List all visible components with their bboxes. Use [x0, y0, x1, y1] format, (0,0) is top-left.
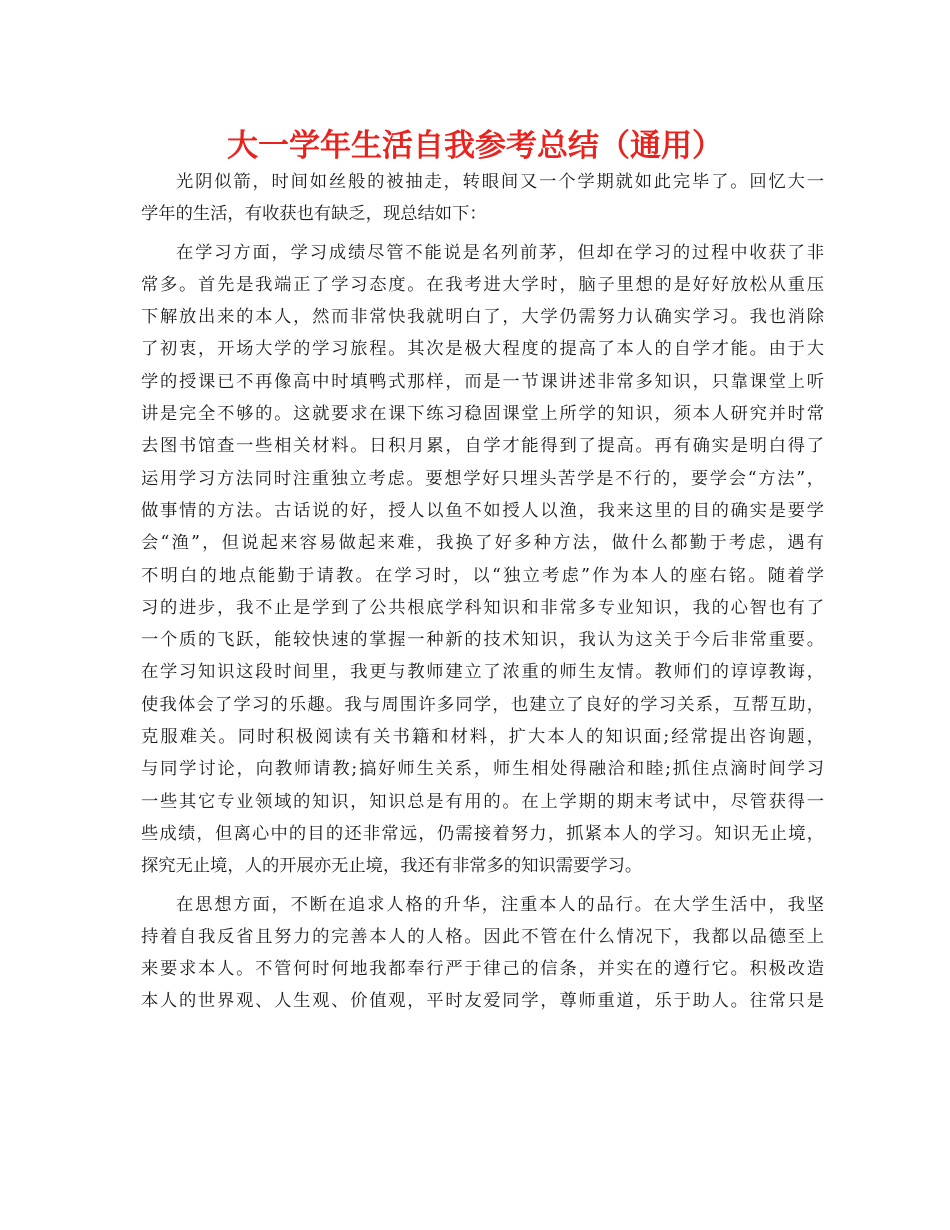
text-line: 一些其它专业领域的知识，知识总是有用的。在上学期的期末考试中，尽管获得一 — [141, 791, 824, 812]
text-line: 学年的生活，有收获也有缺乏，现总结如下： — [141, 204, 487, 225]
text-line: 使我体会了学习的乐趣。我与周围许多同学，也建立了良好的学习关系，互帮互助， — [141, 694, 824, 715]
text-line: 一个质的飞跃，能较快速的掌握一种新的技术知识，我认为这关于今后非常重要。 — [141, 630, 824, 651]
text-line: 来要求本人。不管何时何地我都奉行严于律己的信条，并实在的遵行它。积极改造 — [141, 959, 824, 980]
text-line: 运用学习方法同时注重独立考虑。要想学好只埋头苦学是不行的，要学会“方法”， — [141, 468, 824, 489]
text-line: 本人的世界观、人生观、价值观，平时友爱同学，尊师重道，乐于助人。往常只是 — [141, 991, 824, 1012]
text-line: 在思想方面，不断在追求人格的升华，注重本人的品行。在大学生活中，我坚 — [176, 894, 824, 915]
document-body — [141, 166, 824, 1024]
text-line: 做事情的方法。古话说的好，授人以鱼不如授人以渔，我来这里的目的确实是要学 — [141, 500, 824, 521]
text-line: 在学习知识这段时间里，我更与教师建立了浓重的师生友情。教师们的谆谆教诲， — [141, 662, 824, 683]
paragraph-study — [141, 237, 824, 883]
text-line: 不明白的地点能勤于请教。在学习时，以“独立考虑”作为本人的座右铭。随着学 — [141, 565, 824, 586]
text-line: 与同学讨论，向教师请教;搞好师生关系，师生相处得融洽和睦;抓住点滴时间学习 — [141, 759, 824, 780]
text-line: 克服难关。同时积极阅读有关书籍和材料，扩大本人的知识面;经常提出咨询题， — [141, 727, 824, 748]
text-line: 下解放出来的本人，然而非常快我就明白了，大学仍需努力认确实学习。我也消除 — [141, 307, 824, 328]
document-title: 大一学年生活自我参考总结（通用） — [227, 128, 723, 164]
text-line: 持着自我反省且努力的完善本人的人格。因此不管在什么情况下，我都以品德至上 — [141, 926, 824, 947]
text-line: 常多。首先是我端正了学习态度。在我考进大学时，脑子里想的是好好放松从重压 — [141, 274, 824, 295]
text-line: 些成绩，但离心中的目的还非常远，仍需接着努力，抓紧本人的学习。知识无止境， — [141, 823, 824, 844]
text-line: 学的授课已不再像高中时填鸭式那样，而是一节课讲述非常多知识，只靠课堂上听 — [141, 371, 824, 392]
text-line: 探究无止境，人的开展亦无止境，我还有非常多的知识需要学习。 — [141, 856, 643, 877]
text-line: 习的进步，我不止是学到了公共根底学科知识和非常多专业知识，我的心智也有了 — [141, 597, 824, 618]
text-line: 了初衷，开场大学的学习旅程。其次是极大程度的提高了本人的自学才能。由于大 — [141, 339, 824, 360]
text-line: 去图书馆查一些相关材料。日积月累，自学才能得到了提高。再有确实是明白得了 — [141, 436, 824, 457]
paragraph-thought — [141, 889, 824, 1018]
text-line: 会“渔”，但说起来容易做起来难，我换了好多种方法，做什么都勤于考虑，遇有 — [141, 533, 824, 554]
text-line: 光阴似箭，时间如丝般的被抽走，转眼间又一个学期就如此完毕了。回忆大一 — [176, 172, 824, 192]
text-line: 在学习方面，学习成绩尽管不能说是名列前茅，但却在学习的过程中收获了非 — [176, 242, 824, 263]
text-line: 讲是完全不够的。这就要求在课下练习稳固课堂上所学的知识，须本人研究并时常 — [141, 404, 824, 425]
paragraph-intro — [141, 166, 824, 231]
